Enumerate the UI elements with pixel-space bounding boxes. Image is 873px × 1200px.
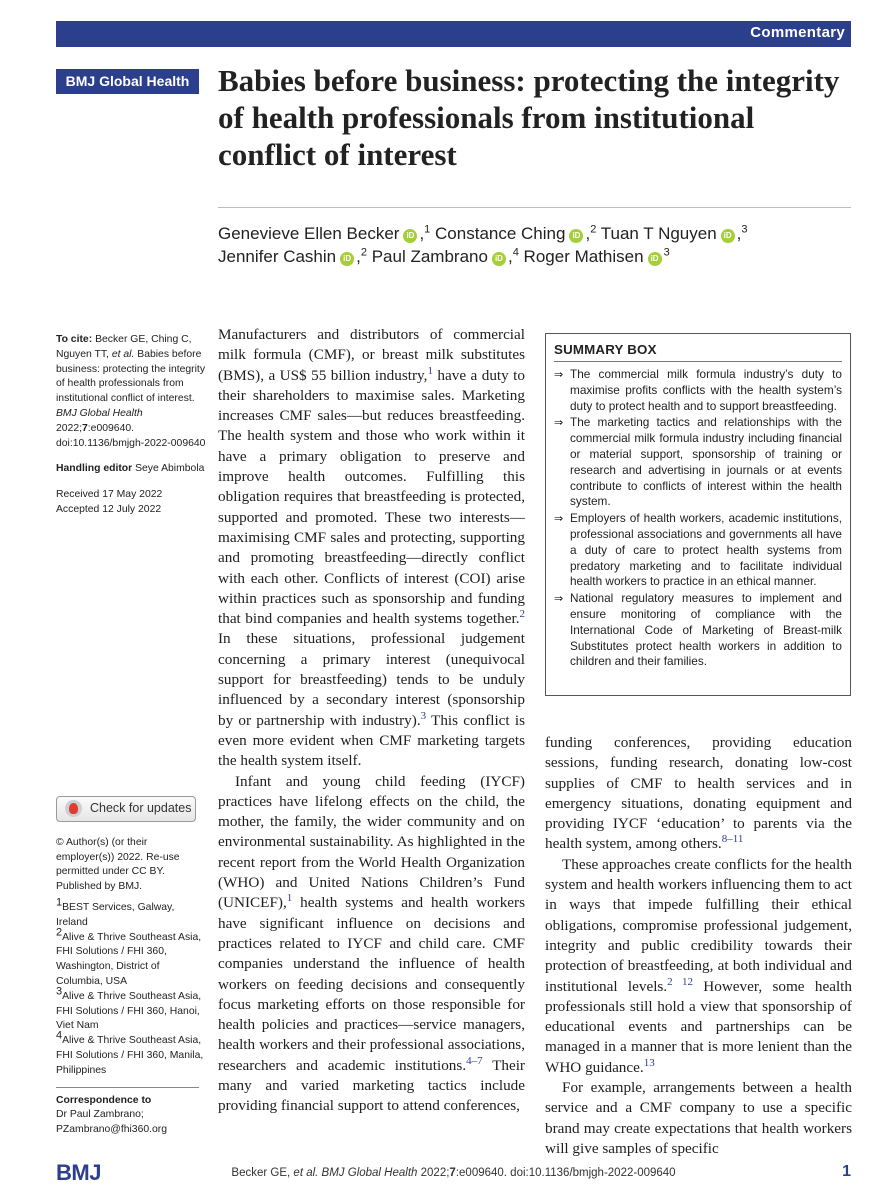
author-name: Paul Zambrano <box>371 247 488 266</box>
summary-item: ⇒ National regulatory measures to implement and ensure monitoring of compliance with the International Code of Marketing of Breast-milk Substitutes protect health workers in addition to children and their families. <box>554 591 842 669</box>
citation-link[interactable]: 1 <box>427 364 433 377</box>
accepted-date: Accepted 12 July 2022 <box>56 503 162 515</box>
article-sidebar <box>56 333 206 1138</box>
page-number: 1 <box>842 1163 851 1180</box>
citation-link[interactable]: 13 <box>643 1056 655 1069</box>
bmj-logo: BMJ <box>56 1160 101 1185</box>
author-name: Genevieve Ellen Becker <box>218 224 400 243</box>
citation-link[interactable]: 2 <box>519 608 525 621</box>
body-paragraph: Infant and young child feeding (IYCF) practices have lifelong effects on the child, the mother, the family, the wider community and on environmental sustainability. As highlighted in the recent report from the World Health Organization (WHO) and United Nations Children’s Fund (UNICEF),$^1$ health systems and health workers have significant influence on decisions and practices related to IYCF and child care. CMF companies understand the influence of health workers on feeding decisions and consequently focus marketing efforts on those responsible for health policies and practices—service managers, health workers and their professional associations, researchers and academic institutions.$^{4-7}$ Their many and varied marketing tactics include providing financial support to attend conferences, <box>218 772 525 1115</box>
check-for-updates-label: Check for updates <box>90 801 192 816</box>
author-affiliation: 2 <box>590 223 597 236</box>
to-cite-label: To cite: <box>56 334 93 345</box>
orcid-icon[interactable]: iD <box>403 229 417 243</box>
author-affiliation: 3 <box>663 246 670 259</box>
title-divider <box>218 207 851 208</box>
citation-link[interactable]: 1 <box>286 892 293 905</box>
orcid-icon[interactable]: iD <box>569 229 583 243</box>
to-cite-etal: et al. <box>111 348 135 360</box>
to-cite-journal: BMJ Global Health <box>56 407 143 419</box>
article-title: Babies before business: protecting the integrity of health professionals from institutional conflict of interest <box>218 63 840 172</box>
body-paragraph: These approaches create conflicts for the health system and health workers influencing them to act in ways that impede fulfilling their ethical obligations, compromise professional judgement, integrity and public credibility towards their protection of breastfeeding, at both individual and institutional levels.$^{2 12}$ However, some health professionals still hold a view that sponsorship of educational events and partnerships can be managed in a manner that is more lenient than the WHO guidance.$^{13}$ <box>545 855 852 1076</box>
summary-box <box>545 333 851 696</box>
orcid-icon[interactable]: iD <box>721 229 735 243</box>
affiliation: $^4$Alive & Thrive Southeast Asia, FHI Solutions / FHI 360, Manila, Philippines <box>56 1029 204 1076</box>
author-name: Roger Mathisen <box>523 247 644 266</box>
arrow-icon: ⇒ <box>554 592 564 606</box>
footer-citation: Becker GE, et al. BMJ Global Health 2022;7:e009640. doi:10.1136/bmjgh-2022-009640 <box>231 1167 676 1179</box>
citation-link[interactable]: 8–11 <box>721 833 744 846</box>
correspondence-label: Correspondence to <box>56 1094 152 1106</box>
citation-link[interactable]: 4–7 <box>466 1054 483 1067</box>
to-cite-doi[interactable]: :e009640. doi:10.1136/bmjgh-2022-009640 <box>56 422 206 449</box>
author-affiliation: 2 <box>360 246 367 259</box>
body-paragraph: Manufacturers and distributors of commercial milk formula (CMF), or breast milk substitutes (BMS), a US$ 55 billion industry,$^1$ have a duty to their shareholders to maximise sales. Marketing increases CMF sales—but reduces breastfeeding. The health system and those who work within it have a primary obligation to preserve and improve health outcomes. Fulfilling this obligation requires that breastfeeding is protected, supported and promoted. These two interests—maximising CMF sales and protecting, supporting and promoting breastfeeding—directly conflict with each other. Conflicts of interest (COI) arise within practices such as sponsorship and funding that bind companies and health systems together.$^2$ In these situations, professional judgement concerning a primary interest (unequivocal support for breastfeeding) tends to be unduly influenced by a secondary interest (sponsorship by or partnership with industry).$^3$ This conflict is even more evident when CMF marketing targets the health system itself. <box>218 326 525 770</box>
orcid-icon[interactable]: iD <box>492 252 506 266</box>
affiliation: $^2$Alive & Thrive Southeast Asia, FHI Solutions / FHI 360, Washington, District of Columbia, USA <box>56 926 202 987</box>
journal-badge: BMJ Global Health <box>56 69 199 94</box>
author-affiliation: 4 <box>512 246 519 259</box>
handling-editor <box>56 462 206 477</box>
orcid-icon[interactable]: iD <box>340 252 354 266</box>
author-name: Jennifer Cashin <box>218 247 337 266</box>
summary-box-divider <box>554 361 842 362</box>
summary-item: ⇒ The commercial milk formula industry’s duty to maximise profits conflicts with the health system’s duty to protect health and to support breastfeeding. <box>554 367 842 413</box>
arrow-icon: ⇒ <box>554 512 564 526</box>
copyright-notice: © Author(s) (or their employer(s)) 2022. Re-use permitted under CC BY. Published by BMJ. <box>56 836 180 893</box>
citation-block <box>56 333 206 451</box>
handling-editor-name: Seye Abimbola <box>135 463 205 475</box>
summary-box-title: SUMMARY BOX <box>554 342 657 357</box>
summary-item: ⇒ The marketing tactics and relationships with the commercial milk formula industry including financial or material support, sponsorship of training or research and advertising in journals or at events contribute to conflicts of interest within the health system. <box>554 415 842 509</box>
sidebar-divider <box>56 1087 199 1088</box>
correspondence-name: Dr Paul Zambrano; <box>56 1109 144 1121</box>
body-column-1 <box>218 325 525 1117</box>
affiliation: $^3$Alive & Thrive Southeast Asia, FHI Solutions / FHI 360, Hanoi, Viet Nam <box>56 985 202 1032</box>
author-affiliation: 3 <box>741 223 748 236</box>
summary-item: ⇒ Employers of health workers, academic institutions, professional associations and governments all have a duty of care to protect health systems from predatory marketing and to facilitate individual health workers to practice in an ethical manner. <box>554 511 842 589</box>
to-cite-volume: 7 <box>82 422 88 434</box>
citation-link[interactable]: 2 12 <box>667 975 693 988</box>
affiliation: $^1$BEST Services, Galway, Ireland <box>56 896 175 928</box>
author-name: Tuan T Nguyen <box>600 224 717 243</box>
citation-link[interactable]: 3 <box>420 709 427 722</box>
body-paragraph: For example, arrangements between a health service and a CMF company to use a specific brand may create expectations that health workers will give samples of specific <box>545 1079 852 1157</box>
orcid-icon[interactable]: iD <box>648 252 662 266</box>
author-list: Genevieve Ellen Becker iD ,$^1$ Constance Ching iD ,$^2$ Tuan T Nguyen iD ,$^3$ Jennifer Cashin iD ,$^2$ Paul Zambrano iD ,$^4$ Roger Mathisen $iD^3$ <box>218 223 748 266</box>
correspondence-email[interactable]: PZambrano@fhi360.org <box>56 1124 168 1136</box>
to-cite-title: Babies before business: protecting the integrity of health professionals from institutional conflict of interest. <box>56 348 206 405</box>
body-paragraph: funding conferences, providing education sessions, funding research, donating low-cost supplies of CMF to health services and in emergency situations, donating equipment and providing IYCF ‘education’ to parents via the health system, among others.$^{8-11}$ <box>545 734 852 853</box>
received-date: Received 17 May 2022 <box>56 489 163 501</box>
bookmark-icon <box>65 800 82 817</box>
arrow-icon: ⇒ <box>554 368 564 381</box>
section-label: Commentary <box>750 24 845 41</box>
section-header-bar <box>56 21 851 47</box>
check-for-updates-button[interactable] <box>56 796 196 822</box>
to-cite-year: 2022; <box>56 422 83 434</box>
arrow-icon: ⇒ <box>554 416 564 430</box>
body-column-2 <box>545 733 852 1159</box>
to-cite-text: Becker GE, Ching C, Nguyen TT, <box>56 334 192 360</box>
author-name: Constance Ching <box>435 224 566 243</box>
handling-editor-label: Handling editor <box>56 463 133 475</box>
author-affiliation: 1 <box>424 223 431 236</box>
